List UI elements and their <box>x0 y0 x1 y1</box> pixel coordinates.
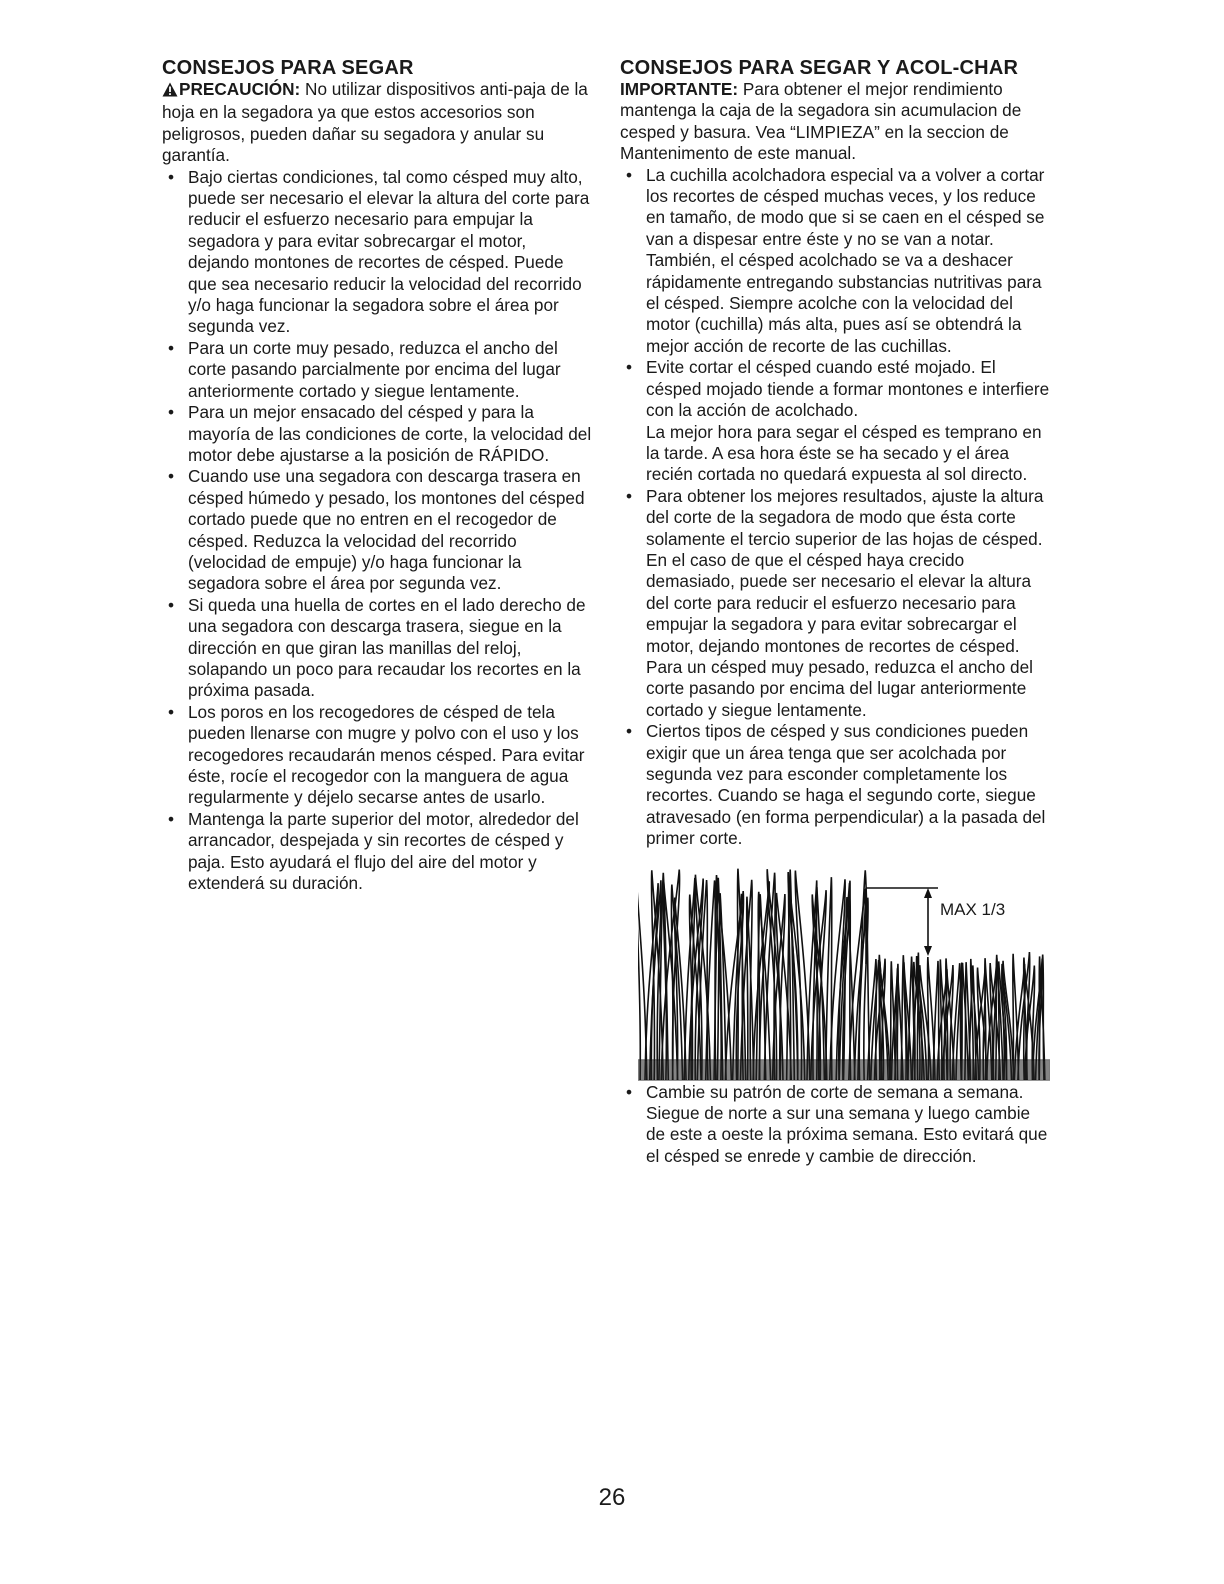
right-bullet-list-after-figure <box>620 1082 1050 1168</box>
important-text: Para obtener el mejor rendimiento mantenga la caja de la segadora sin acumulacion de cesped y basura. Vea “LIMPIEZA” en la seccion de Mantenimento de este manual. <box>620 79 1022 164</box>
right-column <box>620 58 1050 1167</box>
list-item: • Bajo ciertas condiciones, tal como césped muy alto, puede ser necesario el elevar la altura del corte para reducir el esfuerzo necesario para empujar la segadora y para evitar sobrecargar el motor, dejando montones de recortes de césped. Puede que sea necesario reducir la velocidad del recorrido y/o haga funcionar la segadora sobre el área por segunda vez. <box>162 167 592 338</box>
grass-base-shadow <box>638 1060 1050 1080</box>
list-item-second-paragraph: La mejor hora para segar el césped es temprano en la tarde. A esa hora éste se ha secado y el área recién cortada no quedará expuesta al sol directo. <box>646 421 1042 485</box>
list-item: • Ciertos tipos de césped y sus condiciones pueden exigir que un área tenga que ser acolchada por segunda vez para esconder completamente los recortes. Cuando se haga el segundo corte, siegue atravesado (en forma perpendicular) a la pasada del primer corte. <box>620 721 1050 849</box>
left-bullet-list <box>162 167 592 895</box>
warning-text: No utilizar dispositivos anti-paja de la hoja en la segadora ya que estos accesorios son peligrosos, pueden dañar su segadora y anular su garantía. <box>162 79 588 166</box>
max-one-third-label: MAX 1/3 <box>940 899 1006 919</box>
left-column <box>162 58 592 894</box>
list-item: • Si queda una huella de cortes en el lado derecho de una segadora con descarga trasera, siegue en la dirección en que giran las manillas del reloj, solapando un poco para recaudar los recortes en la próxima pasada. <box>162 595 592 702</box>
list-item: • Mantenga la parte superior del motor, alrededor del arrancador, despejada y sin recortes de césped y paja. Esto ayudará el flujo del aire del motor y extenderá su duración. <box>162 809 592 895</box>
grass-cut-height-illustration <box>638 864 1050 1082</box>
warning-paragraph <box>162 79 592 167</box>
list-item <box>620 357 1050 485</box>
section-title-consejos-acolchar: CONSEJOS PARA SEGAR Y ACOL-CHAR <box>620 57 1019 79</box>
grass-illustration-svg <box>638 864 1050 1082</box>
right-bullet-list <box>620 165 1050 850</box>
list-item: • Los poros en los recogedores de césped de tela pueden llenarse con mugre y polvo con el uso y los recogedores recaudarán menos césped. Para evitar éste, rocíe el recogedor con la manguera de agua regularmente y déjelo secarse antes de usarlo. <box>162 702 592 809</box>
warning-label: PRECAUCIÓN: <box>179 79 301 99</box>
warning-triangle-icon <box>162 81 178 102</box>
important-label: IMPORTANTE: <box>620 79 739 99</box>
list-item: • Para obtener los mejores resultados, ajuste la altura del corte de la segadora de modo que ésta corte solamente el tercio superior de las hojas de césped. En el caso de que el césped haya crecido demasiado, puede ser necesario el elevar la altura del corte para reducir el esfuerzo necesario para empujar la segadora y para evitar sobrecargar el motor, dejando montones de recortes de césped. Para un césped muy pesado, reduzca el ancho del corte pasando por encima del lugar anteriormente cortado y siegue lentamente. <box>620 486 1050 721</box>
list-item: • Cambie su patrón de corte de semana a semana. Siegue de norte a sur una semana y luego cambie de este a oeste la próxima semana. Esto evitará que el césped se enrede y cambie de dirección. <box>620 1082 1050 1168</box>
list-item-text: Evite cortar el césped cuando esté mojado. El césped mojado tiende a formar montones e interfiere con la acción de acolchado. <box>646 357 1050 421</box>
section-title-consejos-segar: CONSEJOS PARA SEGAR <box>162 57 414 79</box>
list-item: • Para un mejor ensacado del césped y para la mayoría de las condiciones de corte, la velocidad del motor debe ajustarse a la posición de RÁPIDO. <box>162 402 592 466</box>
arrow-up-icon <box>924 888 932 898</box>
page-number: 26 <box>598 1484 626 1511</box>
arrow-down-icon <box>924 946 932 956</box>
important-paragraph <box>620 79 1050 165</box>
list-item: • Para un corte muy pesado, reduzca el ancho del corte pasando parcialmente por encima del lugar anteriormente cortado y siegue lentamente. <box>162 338 592 402</box>
list-item: • La cuchilla acolchadora especial va a volver a cortar los recortes de césped muchas veces, y los reduce en tamaño, de modo que si se caen en el césped se van a dispesar entre éste y no se van a notar. También, el césped acolchado se va a deshacer rápidamente entregando substancias nutritivas para el césped. Siempre acolche con la velocidad del motor (cuchilla) más alta, pues así se obtendrá la mejor acción de recorte de las cuchillas. <box>620 165 1050 358</box>
list-item: • Cuando use una segadora con descarga trasera en césped húmedo y pesado, los montones del césped cortado puede que no entren en el recogedor de césped. Reduzca la velocidad del recorrido (velocidad de empuje) y/o haga funcionar la segadora sobre el área por segunda vez. <box>162 466 592 594</box>
